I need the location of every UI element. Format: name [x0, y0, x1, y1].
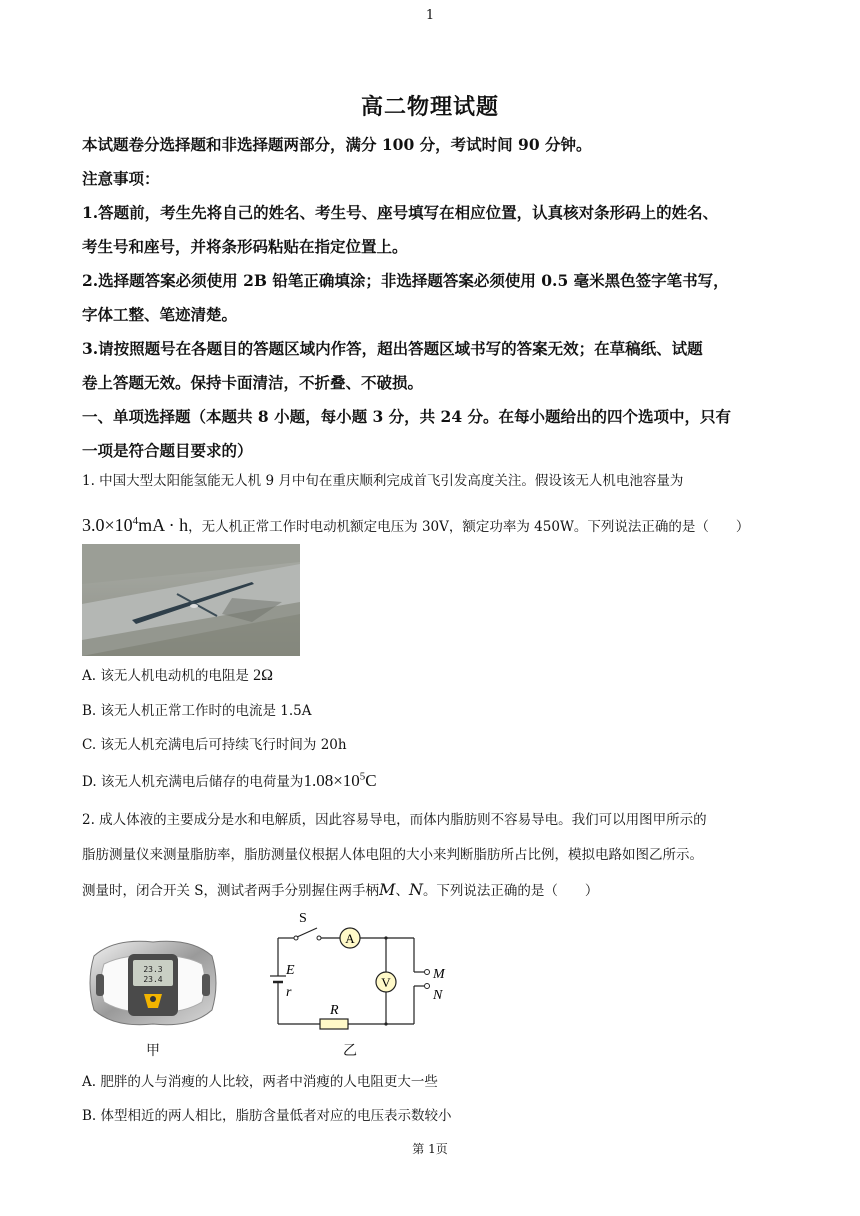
note-3-line-2: 卷上答题无效。保持卡面清洁，不折叠、不破损。 — [82, 373, 424, 392]
switch-contact-right — [317, 936, 321, 940]
note-1-line-1: 1.答题前，考生先将自己的姓名、考生号、座号填写在相应位置，认真核对条形码上的姓名、 — [82, 203, 719, 222]
ammeter-label: A — [345, 931, 355, 946]
notes-heading: 注意事项： — [82, 169, 160, 188]
q1-capacity-formula: $3.0\times 10^4mA \cdot h$ — [82, 515, 189, 535]
q1-option-b: B. 该无人机正常工作时的电流是 1.5A — [82, 703, 312, 719]
q1-charge-formula: $1.08\times 10^5C$ — [303, 770, 377, 790]
note-1-line-2: 考生号和座号，并将条形码粘贴在指定位置上。 — [82, 237, 408, 256]
resistor-symbol — [320, 1019, 348, 1029]
figure-yi-caption: 乙 — [343, 1043, 357, 1059]
terminal-m — [425, 970, 430, 975]
voltmeter-label: V — [381, 975, 391, 990]
switch-lever — [297, 928, 317, 937]
emf-label: E — [286, 963, 295, 978]
page-title: 高二物理试题 — [360, 94, 499, 120]
q1-option-d: D. 该无人机充满电后储存的电荷量为$1.08\times 10^5C$ — [82, 770, 377, 790]
device-reading-1: 23.3 — [143, 965, 163, 974]
page-footer: 第 1页 — [412, 1142, 448, 1156]
q1-stem-line-2: $3.0\times 10^4mA \cdot h$，无人机正常工作时电动机额定电压为 30V，额定功率为 450W。下列说法正确的是（ ） — [82, 515, 750, 535]
section-1-heading-line-2: 一项是符合题目要求的） — [82, 441, 253, 460]
section-1-heading-line-1: 一、单项选择题（本题共 8 小题，每小题 3 分，共 24 分。在每小题给出的四个选项中，只有 — [82, 407, 732, 426]
q1-option-c: C. 该无人机充满电后可持续飞行时间为 20h — [82, 737, 347, 753]
note-3-line-1: 3.请按照题号在各题目的答题区域内作答，超出答题区域书写的答案无效；在草稿纸、试题 — [82, 339, 703, 358]
q1-stem-line-1: 1. 中国大型太阳能氢能无人机 9 月中旬在重庆顺利完成首飞引发高度关注。假设该无人机电池容量为 — [82, 473, 684, 489]
q2-option-a: A. 肥胖的人与消瘦的人比较，两者中消瘦的人电阻更大一些 — [82, 1074, 438, 1090]
q1-option-a: A. 该无人机电动机的电阻是 2Ω — [82, 667, 274, 684]
figure-jia-caption: 甲 — [146, 1043, 160, 1059]
intro-text: 本试题卷分选择题和非选择题两部分，满分 100 分，考试时间 90 分钟。 — [82, 135, 592, 154]
internal-resistance-label: r — [286, 985, 292, 1000]
note-2-line-1: 2.选择题答案必须使用 2B 铅笔正确填涂；非选择题答案必须使用 0.5 毫米黑色签字笔书写， — [82, 271, 729, 290]
drone-photo — [82, 544, 300, 656]
terminal-n — [425, 984, 430, 989]
q2-stem-line-3: 测量时，闭合开关 S，测试者两手分别握住两手柄M、N。下列说法正确的是（ ） — [82, 880, 599, 899]
switch-label: S — [299, 911, 307, 926]
note-2-line-2: 字体工整、笔迹清楚。 — [82, 305, 238, 324]
terminal-m-label: M — [433, 967, 445, 982]
resistor-label: R — [330, 1003, 339, 1018]
device-reading-2: 23.4 — [143, 975, 163, 984]
q2-stem-line-2: 脂肪测量仪来测量脂肪率，脂肪测量仪根据人体电阻的大小来判断脂肪所占比例，模拟电路如图乙所示。 — [82, 847, 703, 863]
circuit-diagram — [262, 908, 462, 1034]
terminal-n-label: N — [433, 988, 443, 1003]
q2-stem-line-1: 2. 成人体液的主要成分是水和电解质，因此容易导电，而体内脂肪则不容易导电。我们可以用图甲所示的 — [82, 812, 707, 828]
q2-option-b: B. 体型相近的两人相比，脂肪含量低者对应的电压表示数较小 — [82, 1108, 452, 1124]
page-number-top: 1 — [425, 8, 435, 23]
fat-meter-image — [84, 936, 222, 1030]
